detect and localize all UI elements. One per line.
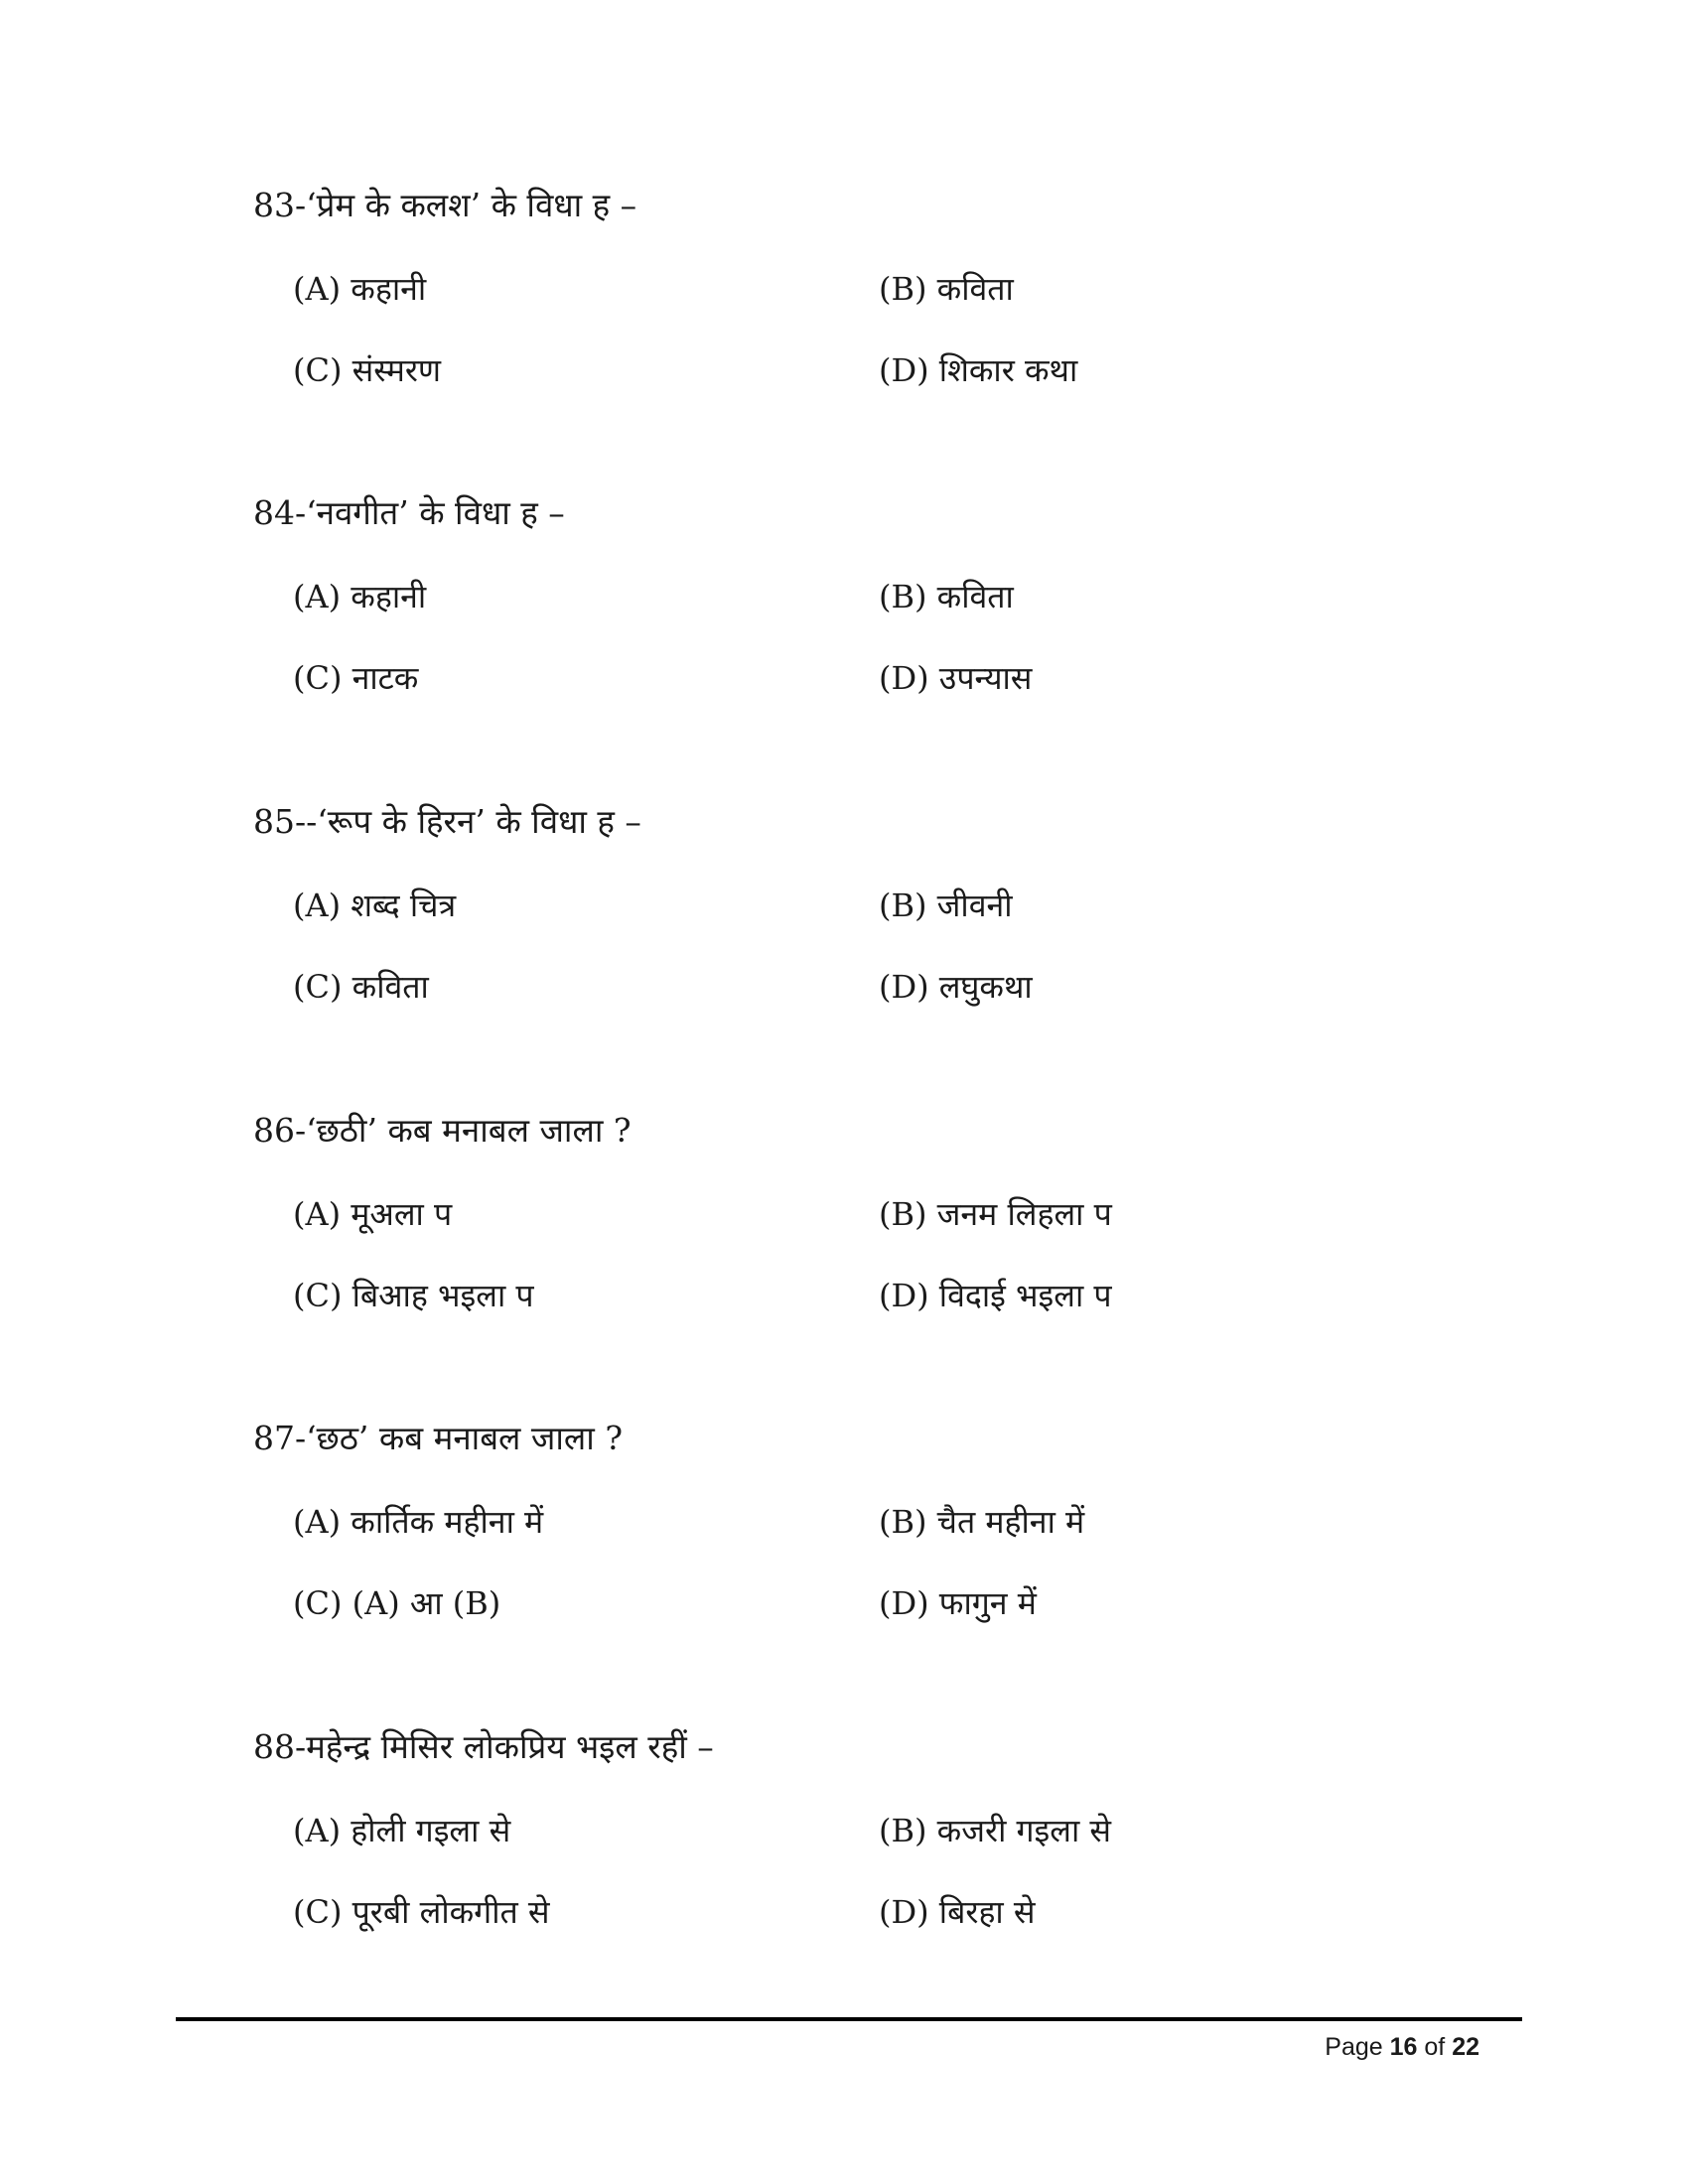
question-text: 83-‘प्रेम के कलश’ के विधा ह –	[253, 186, 637, 224]
option-b: (B) कजरी गइला से	[879, 1812, 1112, 1849]
option-d: (D) लघुकथा	[879, 968, 1033, 1006]
page-number	[1325, 2030, 1479, 2064]
option-b: (B) कविता	[879, 578, 1014, 615]
option-c: (C) पूरबी लोकगीत से	[293, 1893, 550, 1931]
option-c: (C) कविता	[293, 968, 429, 1006]
question-88	[253, 1725, 1494, 1934]
option-a: (A) कहानी	[293, 578, 427, 615]
option-a: (A) मूअला प	[293, 1195, 453, 1233]
question-text: 85--‘रूप के हिरन’ के विधा ह –	[253, 802, 641, 841]
option-a: (A) कहानी	[293, 270, 427, 308]
of-word: of	[1424, 2033, 1446, 2061]
option-b: (B) जनम लिहला प	[879, 1195, 1112, 1233]
option-row	[253, 1500, 1494, 1544]
option-d: (D) उपन्यास	[879, 659, 1033, 697]
question-85	[253, 800, 1494, 1009]
option-d: (D) शिकार कथा	[879, 351, 1078, 389]
option-d: (D) विदाई भइला प	[879, 1277, 1112, 1314]
question-text: 84-‘नवगीत’ के विधा ह –	[253, 493, 565, 532]
option-c: (C) बिआह भइला प	[293, 1277, 534, 1314]
option-row	[253, 1581, 1494, 1625]
question-86	[253, 1109, 1494, 1317]
option-b: (B) चैत महीना में	[879, 1503, 1085, 1541]
total-pages: 22	[1452, 2033, 1479, 2061]
option-d: (D) फागुन में	[879, 1584, 1037, 1622]
option-row	[253, 1890, 1494, 1934]
option-row	[253, 1274, 1494, 1317]
option-row	[253, 267, 1494, 311]
option-a: (A) कार्तिक महीना में	[293, 1503, 544, 1541]
option-row	[253, 1809, 1494, 1852]
option-c: (C) (A) आ (B)	[293, 1584, 501, 1622]
option-row	[253, 1192, 1494, 1236]
option-row	[253, 348, 1494, 392]
option-a: (A) शब्द चित्र	[293, 887, 457, 924]
option-b: (B) कविता	[879, 270, 1014, 308]
option-d: (D) बिरहा से	[879, 1893, 1036, 1931]
question-87	[253, 1417, 1494, 1625]
option-b: (B) जीवनी	[879, 887, 1013, 924]
option-c: (C) नाटक	[293, 659, 419, 697]
current-page: 16	[1389, 2033, 1418, 2061]
option-row	[253, 884, 1494, 927]
footer-divider	[176, 2017, 1522, 2021]
question-84	[253, 491, 1494, 700]
question-83	[253, 184, 1494, 392]
question-text: 86-‘छठी’ कब मनाबल जाला ?	[253, 1111, 632, 1150]
option-row	[253, 965, 1494, 1009]
option-c: (C) संस्मरण	[293, 351, 442, 389]
page-word: Page	[1325, 2033, 1383, 2061]
option-row	[253, 575, 1494, 618]
question-text: 87-‘छठ’ कब मनाबल जाला ?	[253, 1419, 624, 1457]
option-a: (A) होली गइला से	[293, 1812, 511, 1849]
option-row	[253, 656, 1494, 700]
question-text: 88-महेन्द्र मिसिर लोकप्रिय भइल रहीं –	[253, 1727, 714, 1766]
